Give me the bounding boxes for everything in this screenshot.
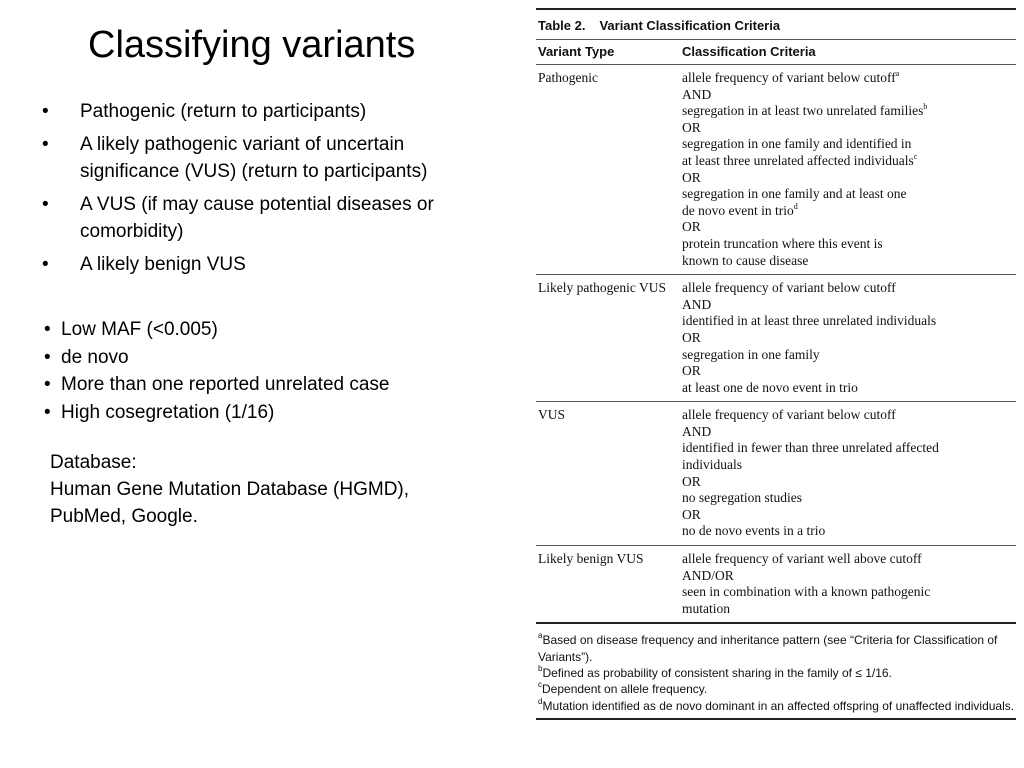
table-row — [536, 402, 1016, 545]
criteria-text: allele frequency of variant well above cutoff — [682, 551, 922, 567]
criteria-text: OR — [682, 329, 701, 345]
criteria-text: seen in combination with a known pathogenic — [682, 584, 931, 600]
criteria-text: OR — [682, 363, 701, 379]
criteria-text: allele frequency of variant below cutoff — [682, 280, 896, 296]
table-row — [536, 65, 1016, 274]
criteria-text: OR — [682, 119, 701, 135]
header-classification-criteria: Classification Criteria — [682, 44, 816, 59]
criteria-text: segregation in at least two unrelated families — [682, 103, 924, 119]
database-block — [50, 449, 470, 530]
criteria-text: protein truncation where this event is — [682, 235, 883, 251]
criteria-line — [682, 219, 1016, 236]
footnote-marker: d — [793, 201, 798, 211]
criteria-text: segregation in one family — [682, 346, 820, 362]
footnote — [538, 681, 1016, 697]
criteria-line — [682, 186, 1016, 203]
criteria-line — [682, 363, 1016, 380]
footnote-marker: a — [895, 69, 900, 78]
criteria-line — [682, 236, 1016, 253]
bullet-item: • A VUS (if may cause potential diseases or comorbidity) — [42, 191, 492, 245]
bullet-item: • A likely pathogenic variant of uncertain significance (VUS) (return to participants) — [42, 131, 492, 185]
main-bullet-list — [42, 98, 492, 284]
criteria-line — [682, 457, 1016, 474]
criteria-text: AND/OR — [682, 567, 734, 583]
bullet-item: • A likely benign VUS — [42, 251, 492, 278]
criteria-line — [682, 280, 1016, 297]
criteria-line — [682, 103, 1016, 120]
variant-type-cell: VUS — [538, 407, 566, 423]
criteria-line — [682, 440, 1016, 457]
table-row — [536, 546, 1016, 622]
criteria-line — [682, 136, 1016, 153]
criteria-line — [682, 424, 1016, 441]
classification-table — [536, 8, 1016, 720]
criteria-cell — [682, 70, 1016, 269]
footnote-text: Mutation identified as de novo dominant in an affected offspring of unaffected individuals. — [542, 698, 1015, 713]
criteria-text: known to cause disease — [682, 252, 809, 268]
criteria-text: mutation — [682, 600, 730, 616]
criteria-cell — [682, 551, 1016, 617]
criteria-item: • Low MAF (<0.005) — [44, 316, 494, 344]
criteria-line — [682, 523, 1016, 540]
database-line: PubMed, Google. — [50, 506, 198, 527]
criteria-cell — [682, 280, 1016, 396]
criteria-item: • More than one reported unrelated case — [44, 371, 494, 399]
footnote — [538, 665, 1016, 681]
bullet-item: • Pathogenic (return to participants) — [42, 98, 492, 125]
criteria-line — [682, 253, 1016, 270]
criteria-line — [682, 507, 1016, 524]
footnote-mark: b — [538, 664, 543, 673]
variant-type-cell: Pathogenic — [538, 70, 598, 85]
criteria-text: identified in fewer than three unrelated affected — [682, 440, 939, 456]
criteria-text: no de novo events in a trio — [682, 523, 826, 539]
table-rule — [536, 718, 1016, 720]
criteria-text: AND — [682, 296, 712, 312]
variant-type-cell: Likely pathogenic VUS — [538, 280, 666, 296]
table-caption — [536, 10, 1016, 39]
slide-title: Classifying variants — [88, 24, 416, 66]
table-footnotes — [536, 624, 1016, 717]
criteria-text: OR — [682, 219, 701, 235]
footnote-marker: c — [913, 151, 918, 161]
criteria-cell — [682, 407, 1016, 540]
criteria-text: at least one de novo event in trio — [682, 379, 858, 395]
criteria-line — [682, 347, 1016, 364]
footnote — [538, 698, 1016, 714]
criteria-line — [682, 70, 1016, 87]
criteria-bullet-list — [44, 316, 494, 426]
criteria-text: individuals — [682, 457, 742, 473]
criteria-line — [682, 568, 1016, 585]
criteria-line — [682, 551, 1016, 568]
criteria-line — [682, 87, 1016, 104]
criteria-text: OR — [682, 506, 701, 522]
criteria-line — [682, 584, 1016, 601]
table-caption-text: Variant Classification Criteria — [599, 18, 781, 33]
criteria-text: de novo event in trio — [682, 202, 794, 218]
criteria-line — [682, 601, 1016, 618]
database-line: Human Gene Mutation Database (HGMD), — [50, 479, 410, 500]
criteria-item: • de novo — [44, 344, 494, 372]
footnote-text: Defined as probability of consistent sharing in the family of ≤ 1/16. — [542, 666, 892, 680]
criteria-line — [682, 170, 1016, 187]
criteria-line — [682, 153, 1016, 170]
criteria-text: identified in at least three unrelated individuals — [682, 313, 937, 329]
criteria-line — [682, 490, 1016, 507]
criteria-text: at least three unrelated affected individuals — [682, 152, 914, 168]
variant-type-cell: Likely benign VUS — [538, 551, 644, 567]
criteria-line — [682, 330, 1016, 347]
criteria-line — [682, 297, 1016, 314]
database-label: Database: — [50, 452, 137, 473]
criteria-text: allele frequency of variant below cutoff — [682, 407, 896, 423]
footnote-mark: c — [538, 680, 542, 690]
criteria-line — [682, 474, 1016, 491]
footnote-mark: a — [538, 631, 543, 641]
footnote-marker: b — [923, 102, 928, 112]
criteria-line — [682, 120, 1016, 137]
criteria-text: OR — [682, 169, 701, 185]
footnote-text: Based on disease frequency and inheritance pattern (see “Criteria for Classification of Variants”). — [538, 633, 998, 664]
criteria-text: segregation in one family and at least one — [682, 186, 907, 202]
criteria-text: OR — [682, 473, 701, 489]
criteria-line — [682, 203, 1016, 220]
criteria-line — [682, 380, 1016, 397]
criteria-line — [682, 407, 1016, 424]
table-row — [536, 275, 1016, 401]
table-number: Table 2. — [538, 18, 586, 33]
table-body — [536, 65, 1016, 622]
criteria-text: no segregation studies — [682, 490, 802, 506]
table-header-row — [536, 40, 1016, 64]
header-variant-type: Variant Type — [538, 44, 615, 59]
footnote-text: Dependent on allele frequency. — [542, 682, 708, 697]
criteria-line — [682, 313, 1016, 330]
criteria-text: AND — [682, 423, 712, 439]
criteria-item: • High cosegretation (1/16) — [44, 399, 494, 427]
footnote-mark: d — [538, 696, 543, 706]
criteria-text: AND — [682, 86, 712, 102]
footnote — [538, 632, 1016, 665]
criteria-text: allele frequency of variant below cutoff — [682, 70, 896, 85]
criteria-text: segregation in one family and identified in — [682, 136, 912, 152]
